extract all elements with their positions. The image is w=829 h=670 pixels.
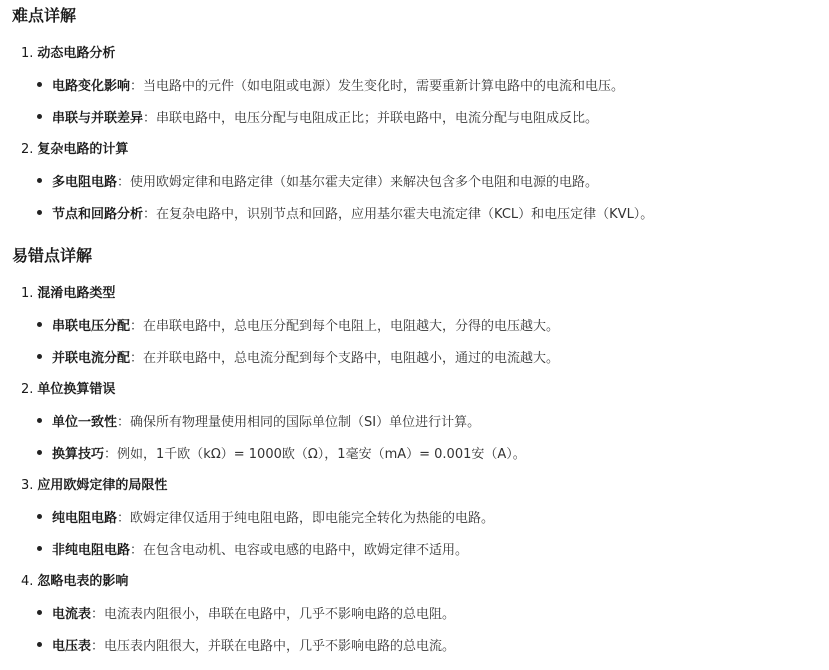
item-number: 1. bbox=[21, 46, 34, 61]
bullet-item bbox=[37, 510, 494, 528]
bullet-term: 多电阻电路 bbox=[52, 175, 118, 190]
bullet-term: 纯电阻电路 bbox=[52, 511, 118, 526]
bullet-text: ：使用欧姆定律和电路定律（如基尔霍夫定律）来解决包含多个电阻和电源的电路。 bbox=[117, 175, 599, 190]
bullet-term: 串联电压分配 bbox=[52, 319, 131, 334]
bullet-item bbox=[37, 350, 559, 368]
item-number: 4. bbox=[21, 574, 34, 589]
item-title-text: 单位换算错误 bbox=[37, 382, 116, 397]
item-title-text: 复杂电路的计算 bbox=[37, 142, 129, 157]
bullet-term: 换算技巧 bbox=[52, 447, 105, 462]
bullet-item bbox=[37, 638, 455, 656]
bullet-term: 电路变化影响 bbox=[52, 79, 131, 94]
bullet-term: 电压表 bbox=[52, 639, 92, 654]
bullet-dot-icon bbox=[37, 418, 42, 423]
bullet-dot-icon bbox=[37, 514, 42, 519]
item-title bbox=[21, 477, 167, 495]
bullet-text: ：电流表内阻很小，串联在电路中，几乎不影响电路的总电阻。 bbox=[91, 607, 456, 622]
bullet-text: ：在并联电路中，总电流分配到每个支路中，电阻越小，通过的电流越大。 bbox=[130, 351, 560, 366]
bullet-text: ：电压表内阻很大，并联在电路中，几乎不影响电路的总电流。 bbox=[91, 639, 456, 654]
item-title bbox=[21, 141, 128, 159]
item-number: 1. bbox=[21, 286, 34, 301]
bullet-term: 并联电流分配 bbox=[52, 351, 131, 366]
item-number: 2. bbox=[21, 382, 34, 397]
bullet-item bbox=[37, 318, 559, 336]
bullet-dot-icon bbox=[37, 82, 42, 87]
bullet-dot-icon bbox=[37, 178, 42, 183]
bullet-term: 串联与并联差异 bbox=[52, 111, 144, 126]
bullet-item bbox=[37, 78, 624, 96]
bullet-item bbox=[37, 414, 480, 432]
bullet-item bbox=[37, 110, 598, 128]
bullet-text: ：在串联电路中，总电压分配到每个电阻上，电阻越大，分得的电压越大。 bbox=[130, 319, 560, 334]
bullet-text: ：欧姆定律仅适用于纯电阻电路，即电能完全转化为热能的电路。 bbox=[117, 511, 495, 526]
bullet-text: ：在包含电动机、电容或电感的电路中，欧姆定律不适用。 bbox=[130, 543, 469, 558]
bullet-text: ：当电路中的元件（如电阻或电源）发生变化时，需要重新计算电路中的电流和电压。 bbox=[130, 79, 625, 94]
bullet-term: 单位一致性 bbox=[52, 415, 118, 430]
bullet-dot-icon bbox=[37, 322, 42, 327]
item-title bbox=[21, 573, 128, 591]
bullet-term: 电流表 bbox=[52, 607, 92, 622]
item-title-text: 混淆电路类型 bbox=[37, 286, 116, 301]
item-title-text: 忽略电表的影响 bbox=[37, 574, 129, 589]
bullet-item bbox=[37, 206, 653, 224]
bullet-text: ：在复杂电路中，识别节点和回路，应用基尔霍夫电流定律（KCL）和电压定律（KVL）。 bbox=[143, 207, 654, 222]
section-title-common-mistakes: 易错点详解 bbox=[12, 246, 93, 265]
bullet-item bbox=[37, 174, 598, 192]
item-title-text: 动态电路分析 bbox=[37, 46, 116, 61]
bullet-text: ：例如，1千欧（kΩ）= 1000欧（Ω），1毫安（mA）= 0.001安（A）。 bbox=[104, 447, 526, 462]
item-title bbox=[21, 45, 115, 63]
item-title-text: 应用欧姆定律的局限性 bbox=[37, 478, 168, 493]
bullet-text: ：串联电路中，电压分配与电阻成正比；并联电路中，电流分配与电阻成反比。 bbox=[143, 111, 599, 126]
item-title bbox=[21, 285, 115, 303]
bullet-item bbox=[37, 542, 468, 560]
item-number: 2. bbox=[21, 142, 34, 157]
bullet-text: ：确保所有物理量使用相同的国际单位制（SI）单位进行计算。 bbox=[117, 415, 481, 430]
item-number: 3. bbox=[21, 478, 34, 493]
bullet-dot-icon bbox=[37, 354, 42, 359]
bullet-dot-icon bbox=[37, 642, 42, 647]
bullet-dot-icon bbox=[37, 450, 42, 455]
bullet-dot-icon bbox=[37, 210, 42, 215]
item-title bbox=[21, 381, 115, 399]
bullet-dot-icon bbox=[37, 610, 42, 615]
bullet-term: 非纯电阻电路 bbox=[52, 543, 131, 558]
bullet-item bbox=[37, 606, 455, 624]
bullet-item bbox=[37, 446, 526, 464]
bullet-dot-icon bbox=[37, 546, 42, 551]
bullet-dot-icon bbox=[37, 114, 42, 119]
section-title-difficulties: 难点详解 bbox=[12, 6, 77, 25]
bullet-term: 节点和回路分析 bbox=[52, 207, 144, 222]
